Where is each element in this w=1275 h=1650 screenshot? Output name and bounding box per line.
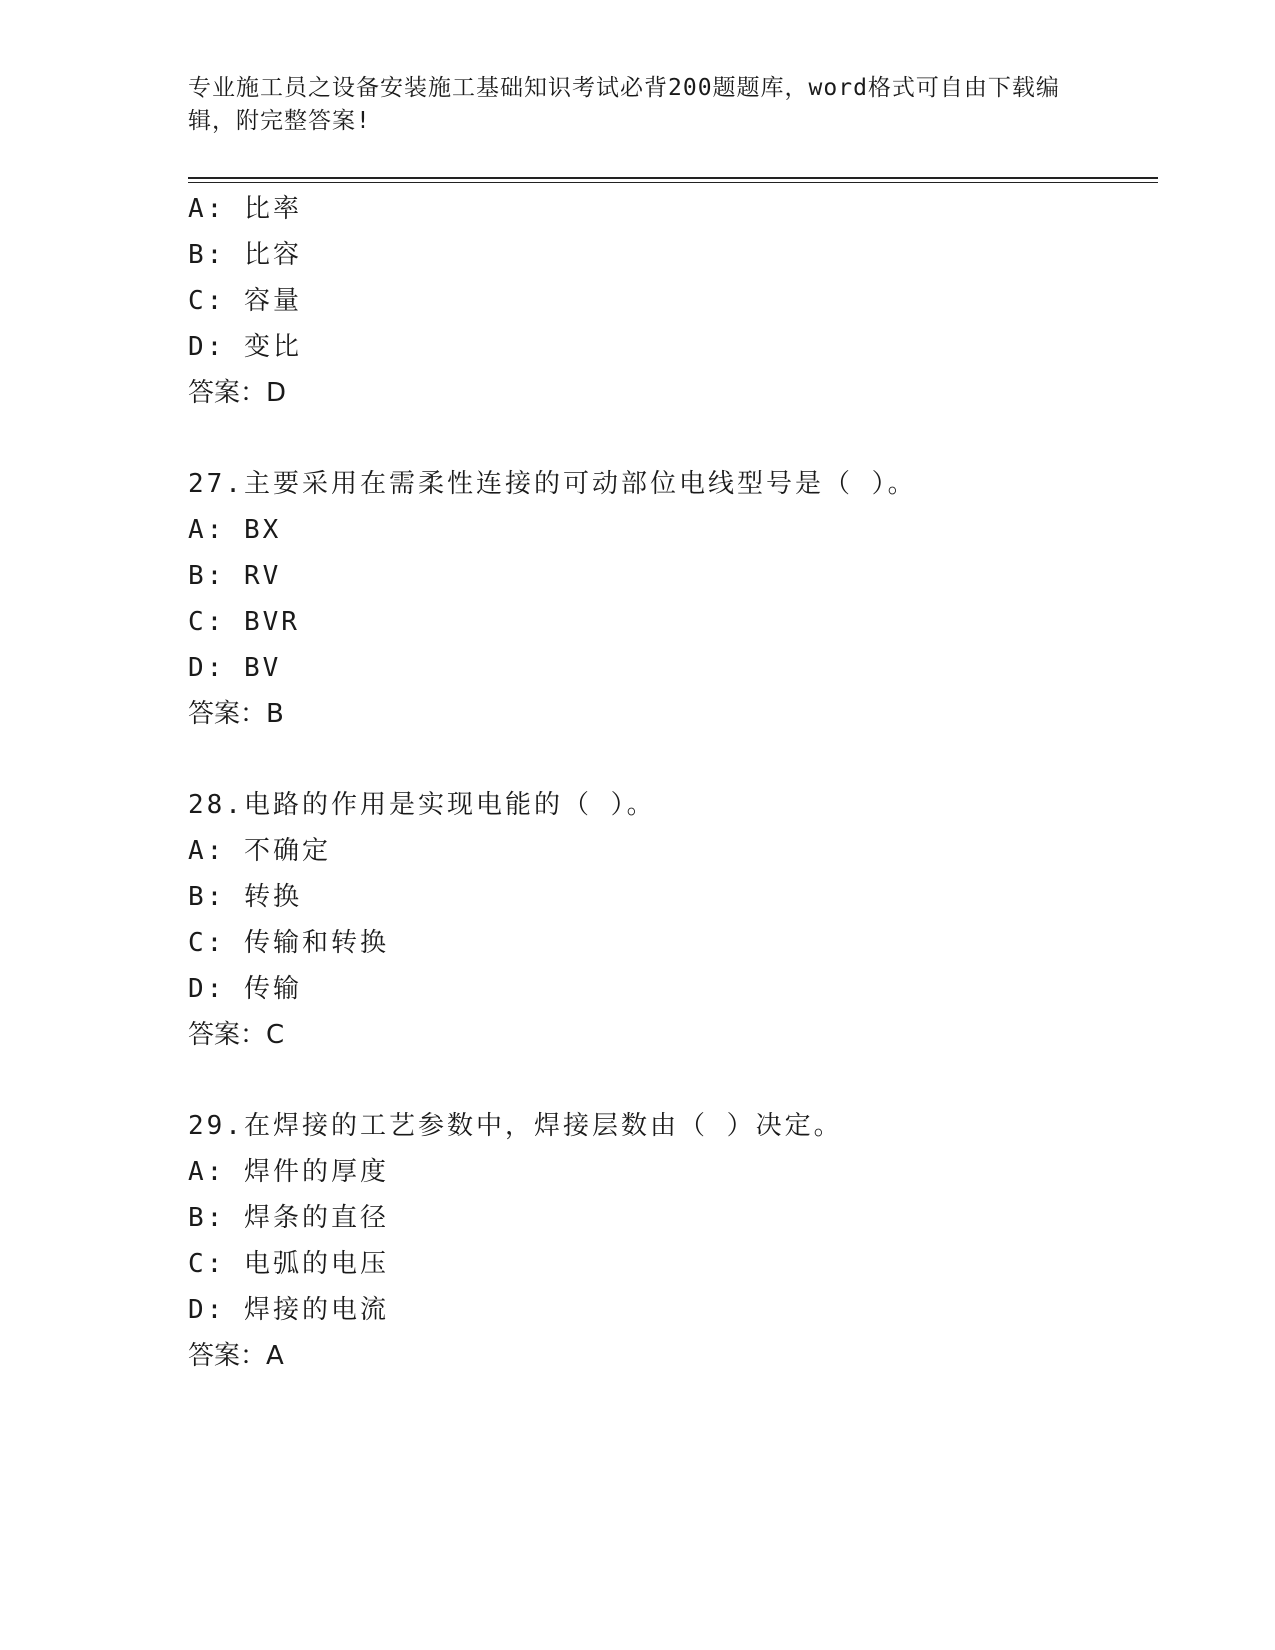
- answer-line: 答案：D: [188, 378, 287, 408]
- answer-line: 答案：C: [188, 1020, 285, 1050]
- question-stem: 27.主要采用在需柔性连接的可动部位电线型号是（ ）。: [188, 469, 917, 499]
- option-c: C: 传输和转换: [188, 928, 389, 958]
- option-d: D: 焊接的电流: [188, 1295, 389, 1325]
- option-a: A: 焊件的厚度: [188, 1157, 389, 1187]
- question-26-block: [188, 186, 1148, 416]
- option-a: A: 比率: [188, 194, 302, 224]
- answer-line: 答案：A: [188, 1341, 284, 1371]
- option-b: B: RV: [188, 561, 282, 591]
- option-c: C: 容量: [188, 286, 302, 316]
- question-27-block: [188, 461, 1148, 737]
- question-28-block: [188, 782, 1148, 1058]
- option-a: A: 不确定: [188, 836, 331, 866]
- option-a: A: BX: [188, 515, 282, 545]
- option-b: B: 焊条的直径: [188, 1203, 389, 1233]
- document-header: 专业施工员之设备安装施工基础知识考试必背200题题库，word格式可自由下载编辑，附完整答案!: [188, 75, 1060, 134]
- question-29-block: [188, 1103, 1148, 1379]
- option-c: C: 电弧的电压: [188, 1249, 389, 1279]
- option-c: C: BVR: [188, 607, 300, 637]
- option-d: D: BV: [188, 653, 282, 683]
- question-stem: 29.在焊接的工艺参数中，焊接层数由（ ）决定。: [188, 1111, 843, 1141]
- option-d: D: 变比: [188, 332, 302, 362]
- header-rule-thick: [188, 177, 1158, 179]
- option-d: D: 传输: [188, 974, 302, 1004]
- option-b: B: 转换: [188, 882, 302, 912]
- option-b: B: 比容: [188, 240, 302, 270]
- answer-line: 答案：B: [188, 699, 284, 729]
- header-rule-thin: [188, 182, 1158, 183]
- question-stem: 28.电路的作用是实现电能的（ ）。: [188, 790, 656, 820]
